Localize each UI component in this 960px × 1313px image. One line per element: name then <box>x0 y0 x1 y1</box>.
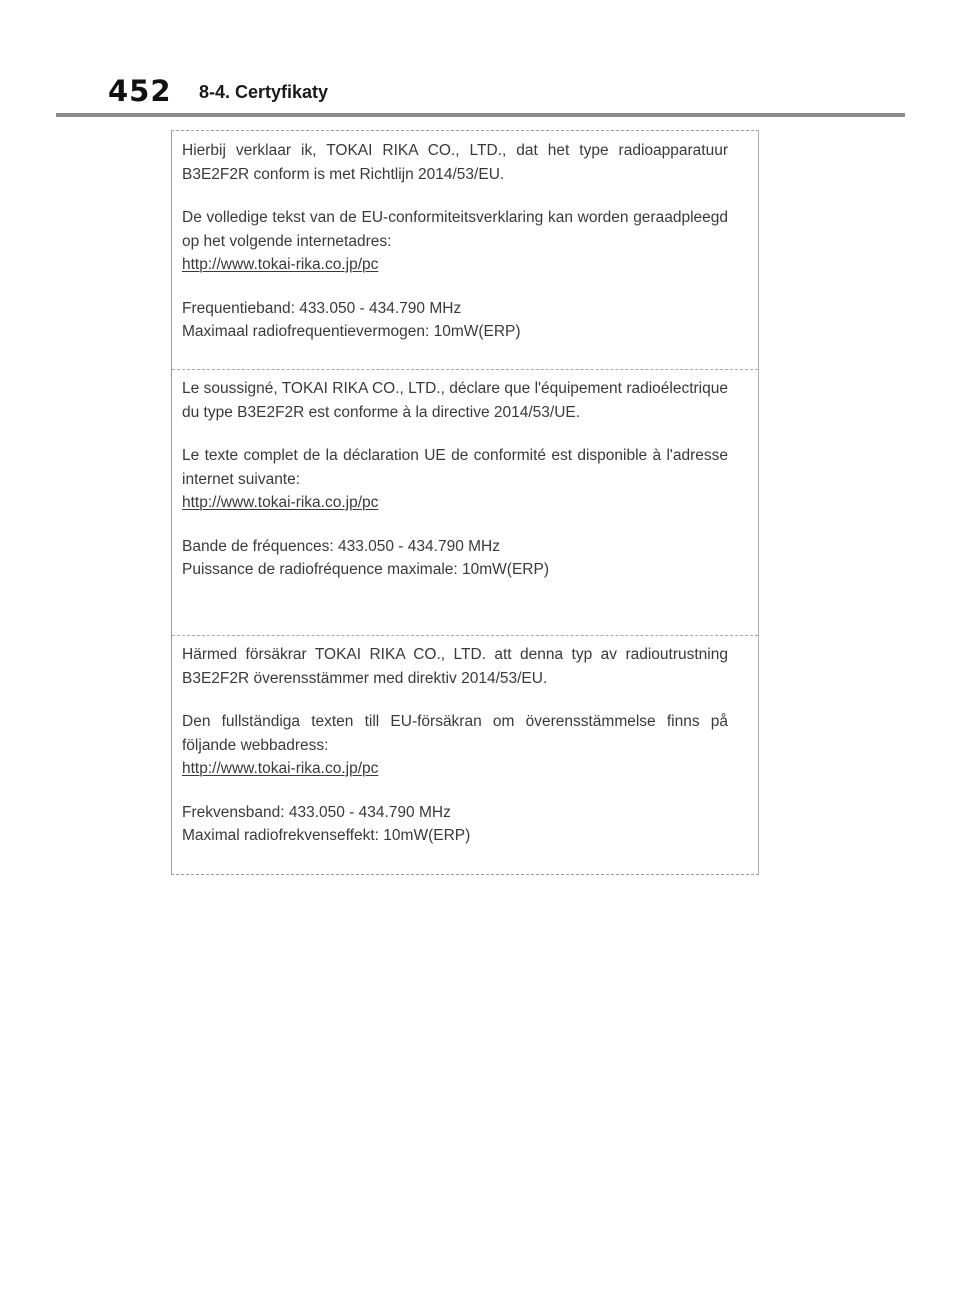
declaration-text: Le soussigné, TOKAI RIKA CO., LTD., déclare que l'équipement radioélectrique du type B3E2F2R est conforme à la directive 2014/53/UE. <box>182 380 728 421</box>
page-number: 452 <box>108 74 172 108</box>
full-text-note: Den fullständiga texten till EU-försäkran om överensstämmelse finns på följande webbadress: <box>182 713 728 754</box>
full-text-note: De volledige tekst van de EU-conformiteitsverklaring kan worden geraadpleegd op het volgende internetadres: <box>182 209 728 250</box>
max-power-text: Maximal radiofrekvenseffekt: 10mW(ERP) <box>182 827 471 844</box>
frequency-band-text: Frekvensband: 433.050 - 434.790 MHz <box>182 803 451 821</box>
section-divider <box>172 635 758 636</box>
max-power-text: Maximaal radiofrequentievermogen: 10mW(ERP) <box>182 323 521 340</box>
certificate-dutch <box>172 139 758 344</box>
frequency-band-text: Bande de fréquences: 433.050 - 434.790 MHz <box>182 537 500 555</box>
certificate-box <box>171 130 759 875</box>
page-header <box>0 0 960 120</box>
declaration-link[interactable]: http://www.tokai-rika.co.jp/pc <box>182 760 379 777</box>
header-divider <box>56 113 905 117</box>
frequency-band-text: Frequentieband: 433.050 - 434.790 MHz <box>182 299 462 317</box>
certificate-swedish <box>172 643 758 848</box>
section-title: 8-4. Certyfikaty <box>199 82 329 102</box>
max-power-text: Puissance de radiofréquence maximale: 10mW(ERP) <box>182 561 549 578</box>
declaration-link[interactable]: http://www.tokai-rika.co.jp/pc <box>182 256 379 273</box>
declaration-link[interactable]: http://www.tokai-rika.co.jp/pc <box>182 494 379 511</box>
section-divider <box>172 369 758 370</box>
declaration-text: Härmed försäkrar TOKAI RIKA CO., LTD. att denna typ av radioutrustning B3E2F2R överensstämmer med direktiv 2014/53/EU. <box>182 646 728 687</box>
full-text-note: Le texte complet de la déclaration UE de conformité est disponible à l'adresse internet suivante: <box>182 447 728 488</box>
declaration-text: Hierbij verklaar ik, TOKAI RIKA CO., LTD., dat het type radioapparatuur B3E2F2R conform is met Richtlijn 2014/53/EU. <box>182 142 728 183</box>
certificate-french <box>172 377 758 582</box>
